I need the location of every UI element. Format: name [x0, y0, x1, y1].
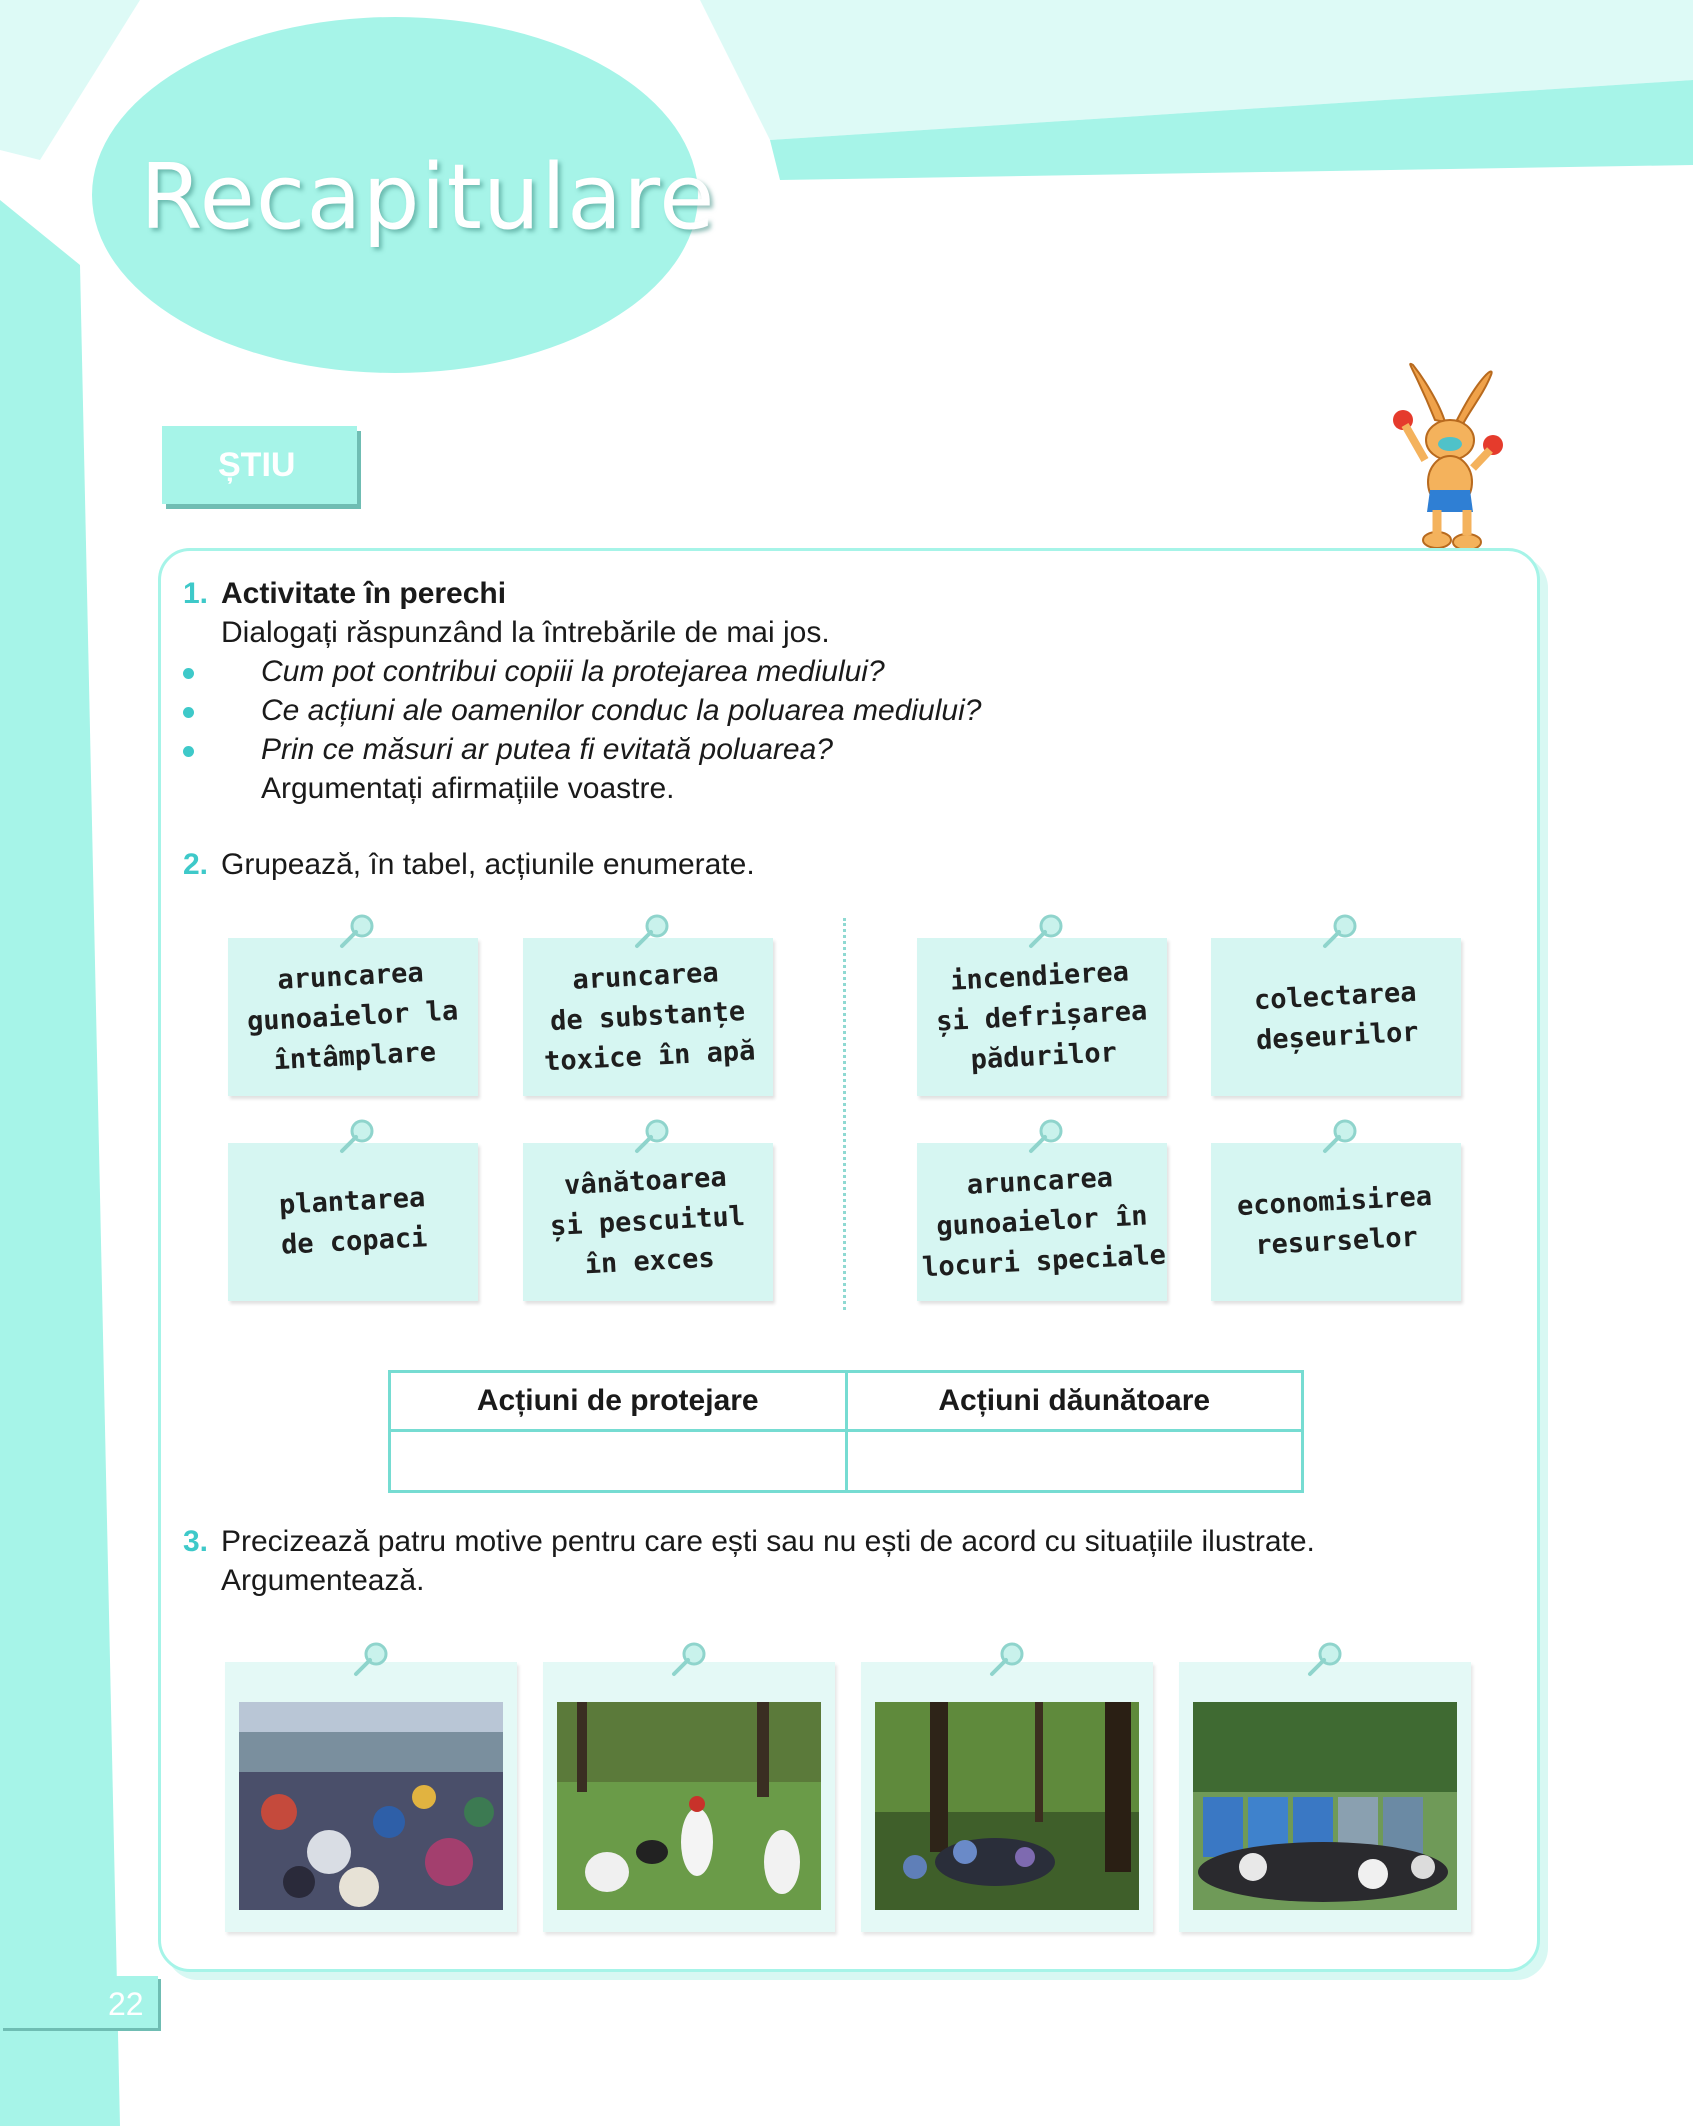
section-tag — [162, 426, 357, 504]
action-note-4[interactable]: colectarea deșeurilor — [1211, 938, 1461, 1096]
bullet-icon — [183, 746, 194, 757]
pushpin-icon — [336, 1119, 376, 1157]
exercise-1 — [183, 574, 1483, 808]
sorting-table — [388, 1370, 1304, 1493]
bunny-mascot-icon — [1385, 360, 1515, 560]
exercise-1-heading: Activitate în perechi — [221, 577, 507, 610]
list-item: Ce acțiuni ale oamenilor conduc la poluarea mediului? — [183, 691, 1483, 730]
polluted-beach-photo — [239, 1702, 503, 1910]
table-cell-harm[interactable] — [846, 1431, 1303, 1492]
pushpin-icon — [631, 914, 671, 952]
pushpin-icon — [1304, 1642, 1344, 1680]
bullet-icon — [183, 668, 194, 679]
photo-frame-3 — [861, 1662, 1153, 1932]
exercise-1-number: 1. — [183, 577, 209, 610]
action-note-8[interactable]: economisirea resurselor — [1211, 1143, 1461, 1301]
exercise-1-closing: Argumentați afirmațiile voastre. — [261, 772, 675, 805]
photo-frame-1 — [225, 1662, 517, 1932]
pushpin-icon — [350, 1642, 390, 1680]
exercise-3-line-1: Precizează patru motive pentru care ești sau nu ești de acord cu situațiile ilustrate. — [221, 1525, 1315, 1558]
pushpin-icon — [631, 1119, 671, 1157]
exercise-3-line-2: Argumentează. — [221, 1564, 425, 1597]
exercise-1-instruction: Dialogați răspunzând la întrebările de mai jos. — [221, 616, 830, 649]
pushpin-icon — [668, 1642, 708, 1680]
page-number: 22 — [108, 1986, 144, 2022]
page-number-tab — [0, 1976, 158, 2028]
bullet-icon — [183, 707, 194, 718]
action-note-6[interactable]: vânătoarea și pescuitul în exces — [523, 1143, 773, 1301]
photo-frame-2 — [543, 1662, 835, 1932]
garbage-bins-photo — [1193, 1702, 1457, 1910]
pushpin-icon — [986, 1642, 1026, 1680]
section-tag-label: ȘTIU — [218, 446, 296, 484]
pushpin-icon — [1025, 1119, 1065, 1157]
volunteers-cleaning-photo — [557, 1702, 821, 1910]
exercise-3 — [183, 1522, 1503, 1600]
action-note-7[interactable]: aruncarea gunoaielor în locuri speciale — [917, 1143, 1167, 1301]
action-note-2[interactable]: aruncarea de substanțe toxice în apă — [523, 938, 773, 1096]
pushpin-icon — [1025, 914, 1065, 952]
pushpin-icon — [336, 914, 376, 952]
action-note-1[interactable]: aruncarea gunoaielor la întâmplare — [228, 938, 478, 1096]
action-note-5[interactable]: plantarea de copaci — [228, 1143, 478, 1301]
forest-garbage-photo — [875, 1702, 1139, 1910]
pushpin-icon — [1319, 914, 1359, 952]
exercise-2 — [183, 845, 755, 884]
photo-frame-4 — [1179, 1662, 1471, 1932]
table-cell-protect[interactable] — [390, 1431, 847, 1492]
notes-divider — [843, 918, 846, 1310]
exercise-2-number: 2. — [183, 848, 209, 881]
exercise-3-number: 3. — [183, 1525, 209, 1558]
action-note-3[interactable]: incendierea și defrișarea pădurilor — [917, 938, 1167, 1096]
exercise-2-instruction: Grupează, în tabel, acțiunile enumerate. — [221, 848, 755, 881]
pushpin-icon — [1319, 1119, 1359, 1157]
list-item: Prin ce măsuri ar putea fi evitată poluarea? — [183, 730, 1483, 769]
table-header-protect: Acțiuni de protejare — [390, 1372, 847, 1431]
list-item: Cum pot contribui copiii la protejarea mediului? — [183, 652, 1483, 691]
page-title: Recapitulare — [140, 145, 716, 250]
table-header-harm: Acțiuni dăunătoare — [846, 1372, 1303, 1431]
